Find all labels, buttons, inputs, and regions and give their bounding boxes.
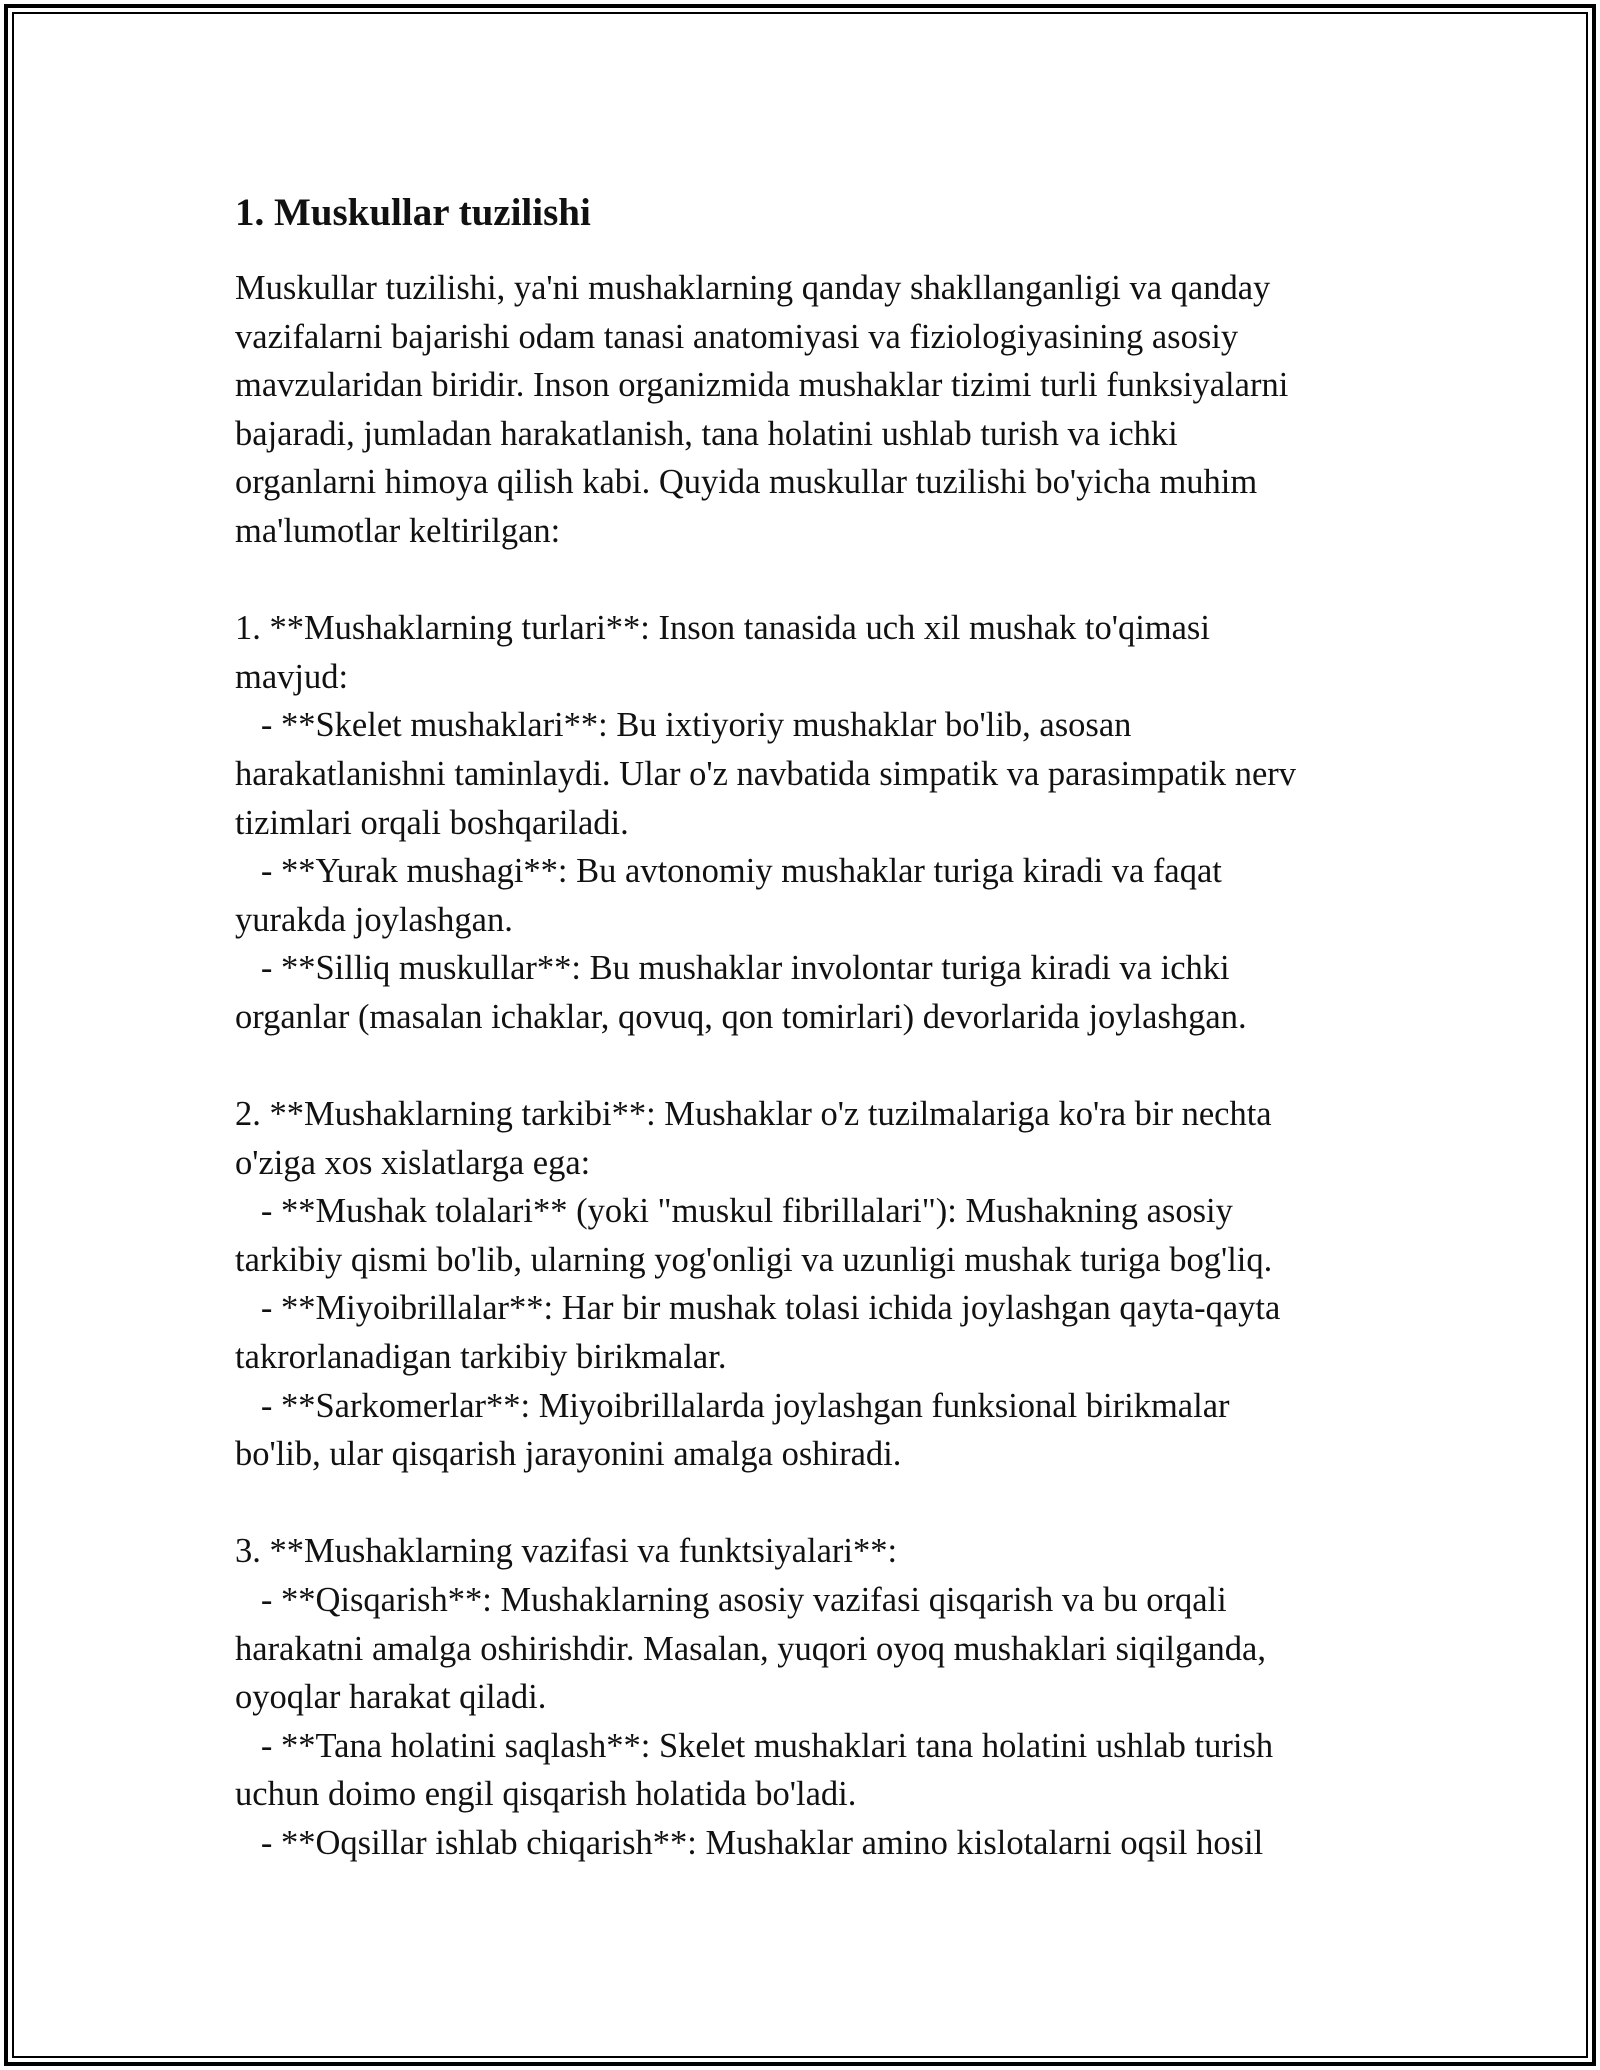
text-line: organlar (masalan ichaklar, qovuq, qon tomirlari) devorlarida joylashgan. <box>235 997 1247 1036</box>
text-line: uchun doimo engil qisqarish holatida bo'ladi. <box>235 1775 857 1814</box>
text-line: bajaradi, jumladan harakatlanish, tana holatini ushlab turish va ichki <box>235 414 1178 453</box>
text-line: o'ziga xos xislatlarga ega: <box>235 1143 591 1182</box>
text-line: vazifalarni bajarishi odam tanasi anatomiyasi va fiziologiyasining asosiy <box>235 317 1239 356</box>
text-lines <box>235 264 1375 1868</box>
text-line: 1. **Mushaklarning turlari**: Inson tanasida uch xil mushak to'qimasi <box>235 609 1210 648</box>
text-line: Muskullar tuzilishi, ya'ni mushaklarning qanday shakllanganligi va qanday <box>235 269 1271 307</box>
text-line: organlarni himoya qilish kabi. Quyida muskullar tuzilishi bo'yicha muhim <box>235 463 1258 502</box>
text-line: 3. **Mushaklarning vazifasi va funktsiyalari**: <box>235 1532 898 1571</box>
text-line: - **Silliq muskullar**: Bu mushaklar involontar turiga kiradi va ichki <box>235 949 1230 988</box>
text-line: harakatlanishni taminlaydi. Ular o'z navbatida simpatik va parasimpatik nerv <box>235 754 1297 793</box>
text-line: yurakda joylashgan. <box>235 900 513 939</box>
text-line: tarkibiy qismi bo'lib, ularning yog'onligi va uzunligi mushak turiga bog'liq. <box>235 1240 1273 1279</box>
text-line: takrorlanadigan tarkibiy birikmalar. <box>235 1338 727 1377</box>
text-line: tizimlari orqali boshqariladi. <box>235 803 629 842</box>
text-line: - **Miyoibrillalar**: Har bir mushak tolasi ichida joylashgan qayta-qayta <box>235 1289 1281 1328</box>
section-heading: 1. Muskullar tuzilishi <box>235 191 591 234</box>
text-line: - **Yurak mushagi**: Bu avtonomiy mushaklar turiga kiradi va faqat <box>235 852 1222 891</box>
text-line: - **Oqsillar ishlab chiqarish**: Mushaklar amino kislotalarni oqsil hosil <box>235 1824 1264 1862</box>
text-line: - **Qisqarish**: Mushaklarning asosiy vazifasi qisqarish va bu orqali <box>235 1581 1227 1620</box>
text-line: oyoqlar harakat qiladi. <box>235 1678 547 1717</box>
text-line <box>235 1479 1375 1528</box>
text-line: - **Tana holatini saqlash**: Skelet mushaklari tana holatini ushlab turish <box>235 1726 1274 1765</box>
text-line: - **Mushak tolalari** (yoki "muskul fibrillalari"): Mushakning asosiy <box>235 1192 1233 1231</box>
document-body <box>235 184 1375 1868</box>
text-line: ma'lumotlar keltirilgan: <box>235 511 561 550</box>
text-line: - **Skelet mushaklari**: Bu ixtiyoriy mushaklar bo'lib, asosan <box>235 706 1132 745</box>
text-line: 2. **Mushaklarning tarkibi**: Mushaklar o'z tuzilmalariga ko'ra bir nechta <box>235 1095 1272 1134</box>
text-line: mavjud: <box>235 657 349 696</box>
text-line <box>235 1042 1375 1091</box>
text-line: - **Sarkomerlar**: Miyoibrillalarda joylashgan funksional birikmalar <box>235 1386 1230 1425</box>
text-line <box>235 556 1375 605</box>
text-line: bo'lib, ular qisqarish jarayonini amalga oshiradi. <box>235 1435 902 1474</box>
text-line: harakatni amalga oshirishdir. Masalan, yuqori oyoq mushaklari siqilganda, <box>235 1629 1266 1668</box>
text-line: mavzularidan biridir. Inson organizmida mushaklar tizimi turli funksiyalarni <box>235 366 1289 405</box>
